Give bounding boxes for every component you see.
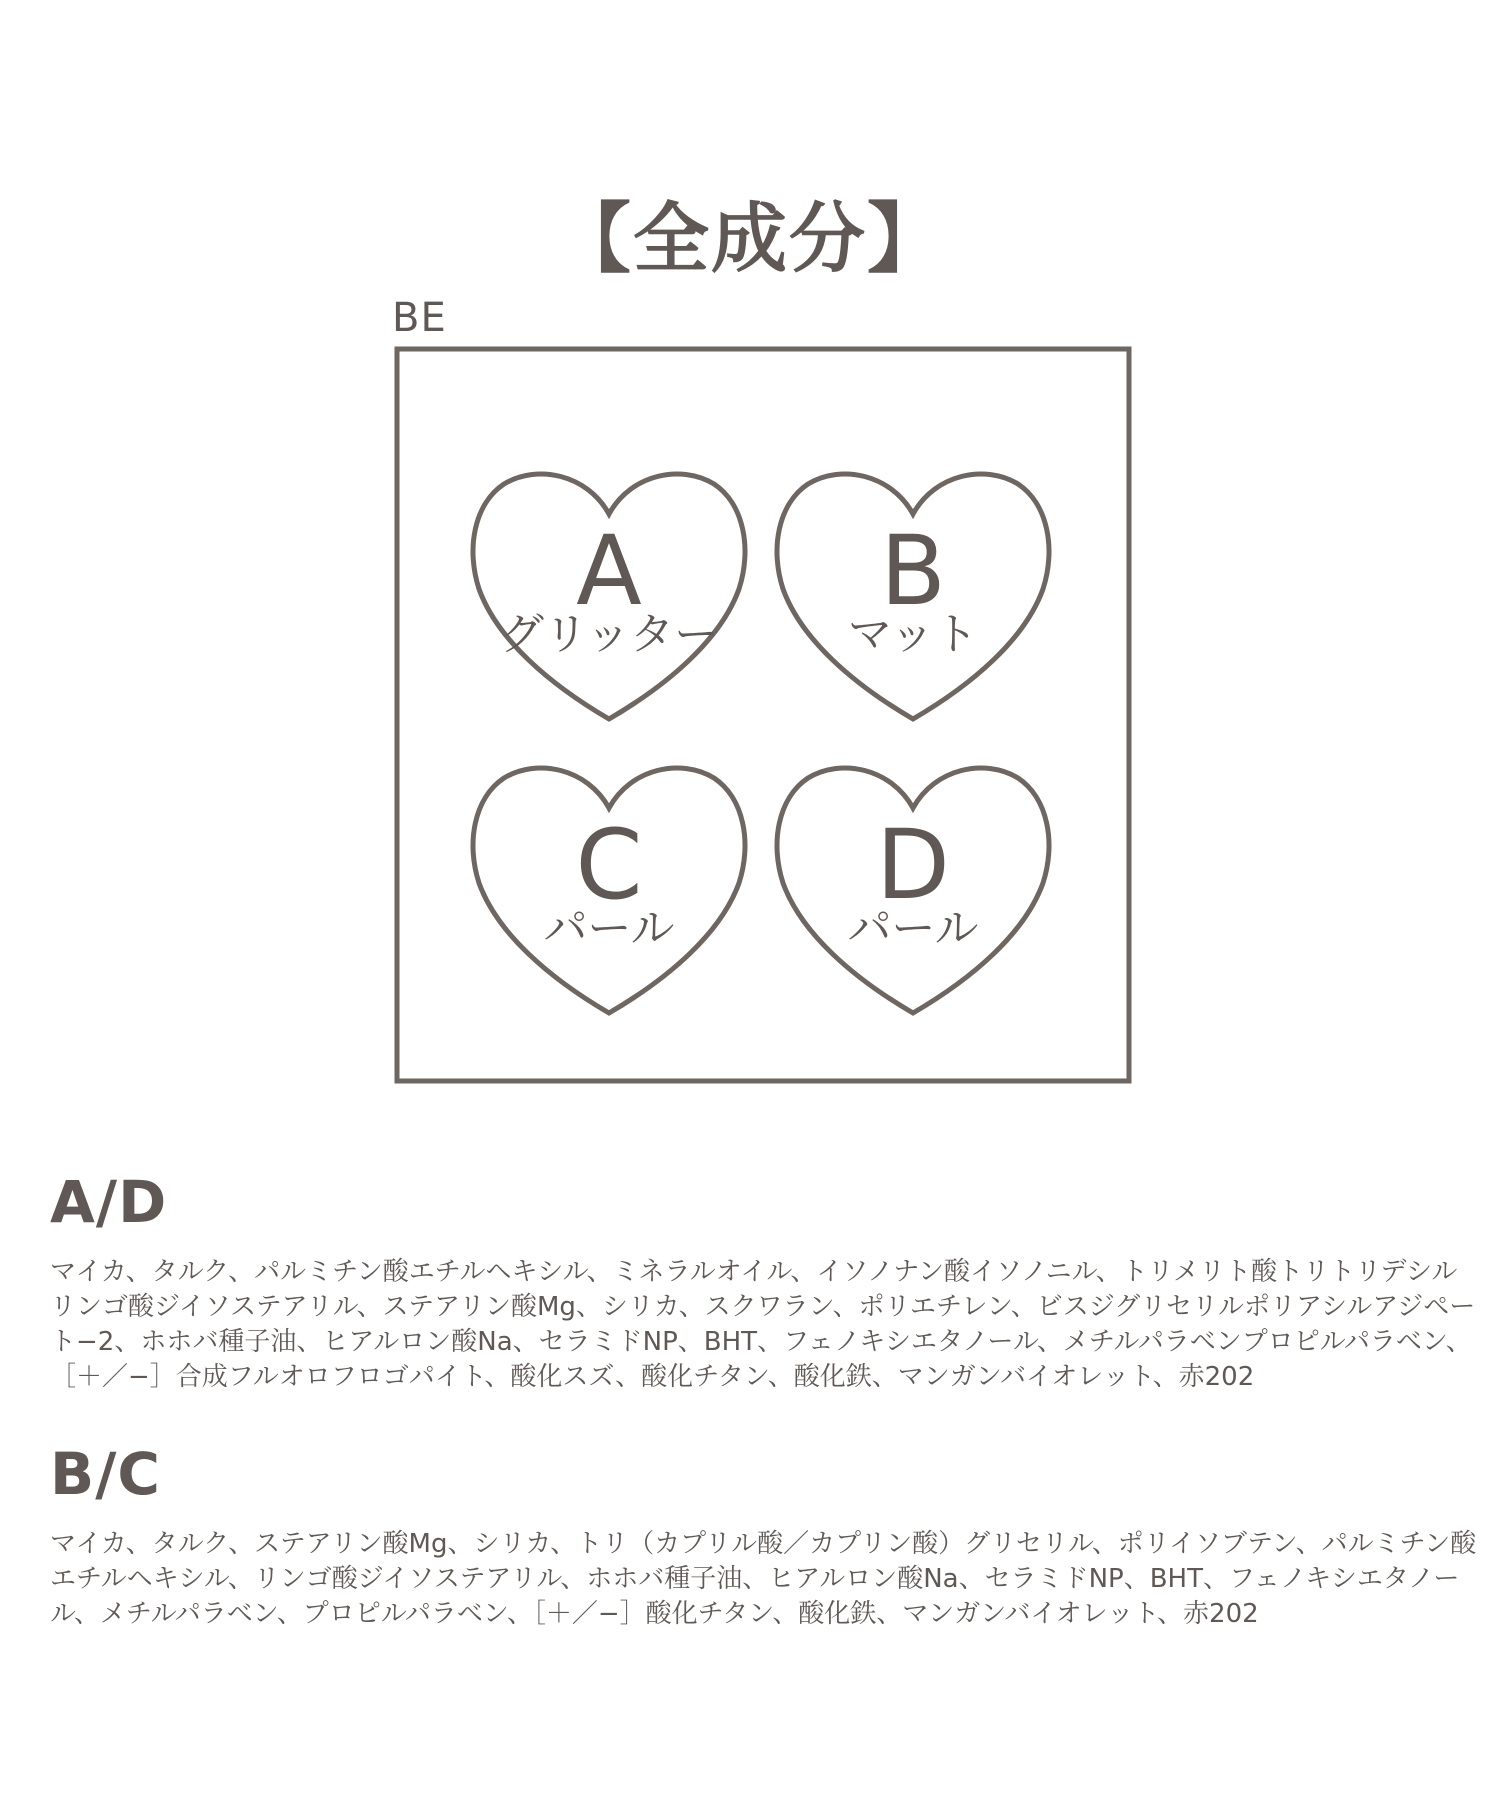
pan-b-name: マット	[847, 609, 979, 660]
palette-diagram	[394, 346, 1132, 1084]
ingredients-ad-list: マイカ、タルク、パルミチン酸エチルヘキシル、ミネラルオイル、イソノナン酸イソノニル、トリメリト酸トリトリデシルリンゴ酸ジイソステアリル、ステアリン酸Mg、シリカ、スクワラン、ポリエチレン、ビスジグリセリルポリアシルアジペート−2、ホホバ種子油、ヒアルロン酸Na、セラミドNP、BHT、フェノキシエタノール、メチルパラベンプロピルパラベン、［＋／−］合成フルオロフロゴパイト、酸化スズ、酸化チタン、酸化鉄、マンガンバイオレット、赤202	[50, 1257, 1476, 1392]
pan-a-name: グリッター	[499, 609, 719, 660]
ingredients-bc-section	[50, 1440, 1480, 1632]
pan-b	[777, 474, 1049, 719]
ingredients-bc-heading: B/C	[50, 1440, 161, 1508]
pan-a	[473, 474, 745, 719]
palette-frame-border	[397, 349, 1129, 1081]
pan-c	[473, 768, 745, 1013]
pan-a-letter: A	[576, 515, 642, 627]
pan-c-letter: C	[575, 809, 643, 921]
palette-label: BE	[392, 295, 447, 341]
pan-b-letter: B	[880, 515, 946, 627]
ingredients-ad-section	[50, 1168, 1480, 1395]
ingredients-bc-list: マイカ、タルク、ステアリン酸Mg、シリカ、トリ（カプリル酸／カプリン酸）グリセリル、ポリイソブテン、パルミチン酸エチルヘキシル、リンゴ酸ジイソステアリル、ホホバ種子油、ヒアルロン酸Na、セラミドNP、BHT、フェノキシエタノール、メチルパラベン、プロピルパラベン、［＋／−］酸化チタン、酸化鉄、マンガンバイオレット、赤202	[50, 1529, 1477, 1629]
pan-d-name: パール	[847, 903, 979, 954]
page-title: 【全成分】	[555, 193, 945, 283]
ingredients-ad-heading: A/D	[50, 1168, 168, 1236]
pan-c-name: パール	[543, 903, 675, 954]
pan-d-letter: D	[876, 809, 950, 921]
pan-d	[777, 768, 1049, 1013]
